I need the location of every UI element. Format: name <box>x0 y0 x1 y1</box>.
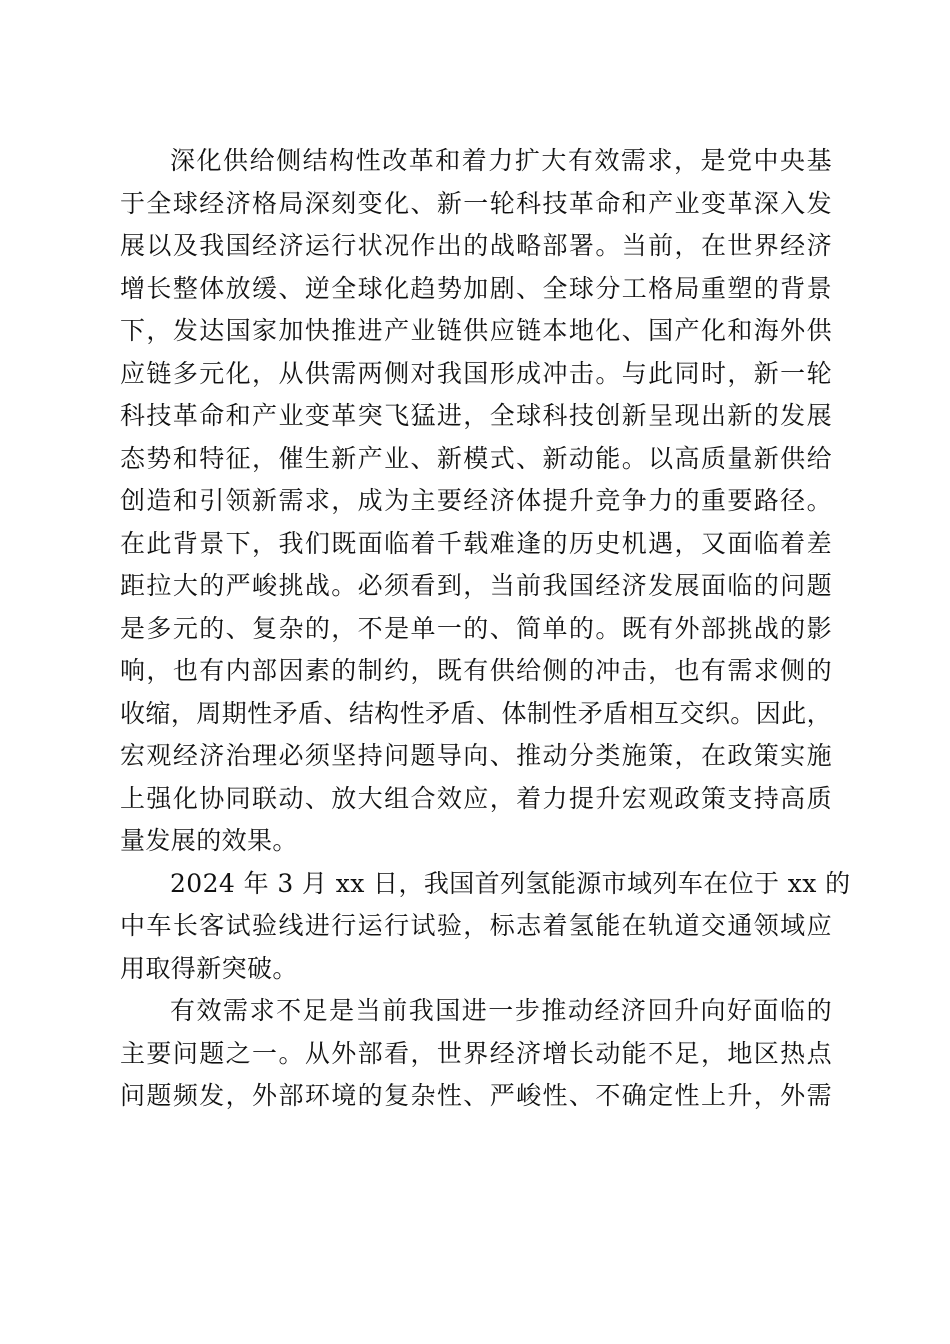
body-text <box>120 140 851 1118</box>
paragraph-3 <box>120 990 832 1118</box>
text-line: 距拉大的严峻挑战。必须看到，当前我国经济发展面临的问题 <box>120 571 832 600</box>
text-line: 在此背景下，我们既面临着千载难逢的历史机遇，又面临着差 <box>120 528 832 558</box>
text-line: 科技革命和产业变革突飞猛进，全球科技创新呈现出新的发展 <box>120 401 832 430</box>
text-line: 上强化协同联动、放大组合效应，着力提升宏观政策支持高质 <box>120 783 832 813</box>
text-line: 响，也有内部因素的制约，既有供给侧的冲击，也有需求侧的 <box>120 656 832 685</box>
text-line: 下，发达国家加快推进产业链供应链本地化、国产化和海外供 <box>120 316 832 345</box>
text-line: 中车长客试验线进行运行试验，标志着氢能在轨道交通领域应 <box>120 911 832 940</box>
text-line: 展以及我国经济运行状况作出的战略部署。当前，在世界经济 <box>120 231 832 260</box>
text-line: 用取得新突破。 <box>120 953 298 983</box>
text-line: 有效需求不足是当前我国进一步推动经济回升向好面临的 <box>170 996 832 1025</box>
text-line: 2024 年 3 月 xx 日，我国首列氢能源市域列车在位于 xx 的 <box>170 868 851 898</box>
text-line: 是多元的、复杂的，不是单一的、简单的。既有外部挑战的影 <box>120 613 832 643</box>
text-line: 收缩，周期性矛盾、结构性矛盾、体制性矛盾相互交织。因此， <box>120 698 832 728</box>
text-line: 宏观经济治理必须坚持问题导向、推动分类施策，在政策实施 <box>120 741 832 770</box>
paragraph-1 <box>120 140 832 863</box>
text-line: 应链多元化，从供需两侧对我国形成冲击。与此同时，新一轮 <box>120 358 832 388</box>
paragraph-2 <box>120 863 851 991</box>
text-line: 创造和引领新需求，成为主要经济体提升竞争力的重要路径。 <box>120 486 832 515</box>
text-line: 于全球经济格局深刻变化、新一轮科技革命和产业变革深入发 <box>120 188 832 218</box>
text-line: 深化供给侧结构性改革和着力扩大有效需求，是党中央基 <box>170 146 832 175</box>
text-line: 量发展的效果。 <box>120 826 298 855</box>
text-line: 态势和特征，催生新产业、新模式、新动能。以高质量新供给 <box>120 443 832 473</box>
text-line: 主要问题之一。从外部看，世界经济增长动能不足，地区热点 <box>120 1038 832 1068</box>
text-line: 增长整体放缓、逆全球化趋势加剧、全球分工格局重塑的背景 <box>120 273 832 303</box>
text-line: 问题频发，外部环境的复杂性、严峻性、不确定性上升，外需 <box>120 1081 832 1110</box>
